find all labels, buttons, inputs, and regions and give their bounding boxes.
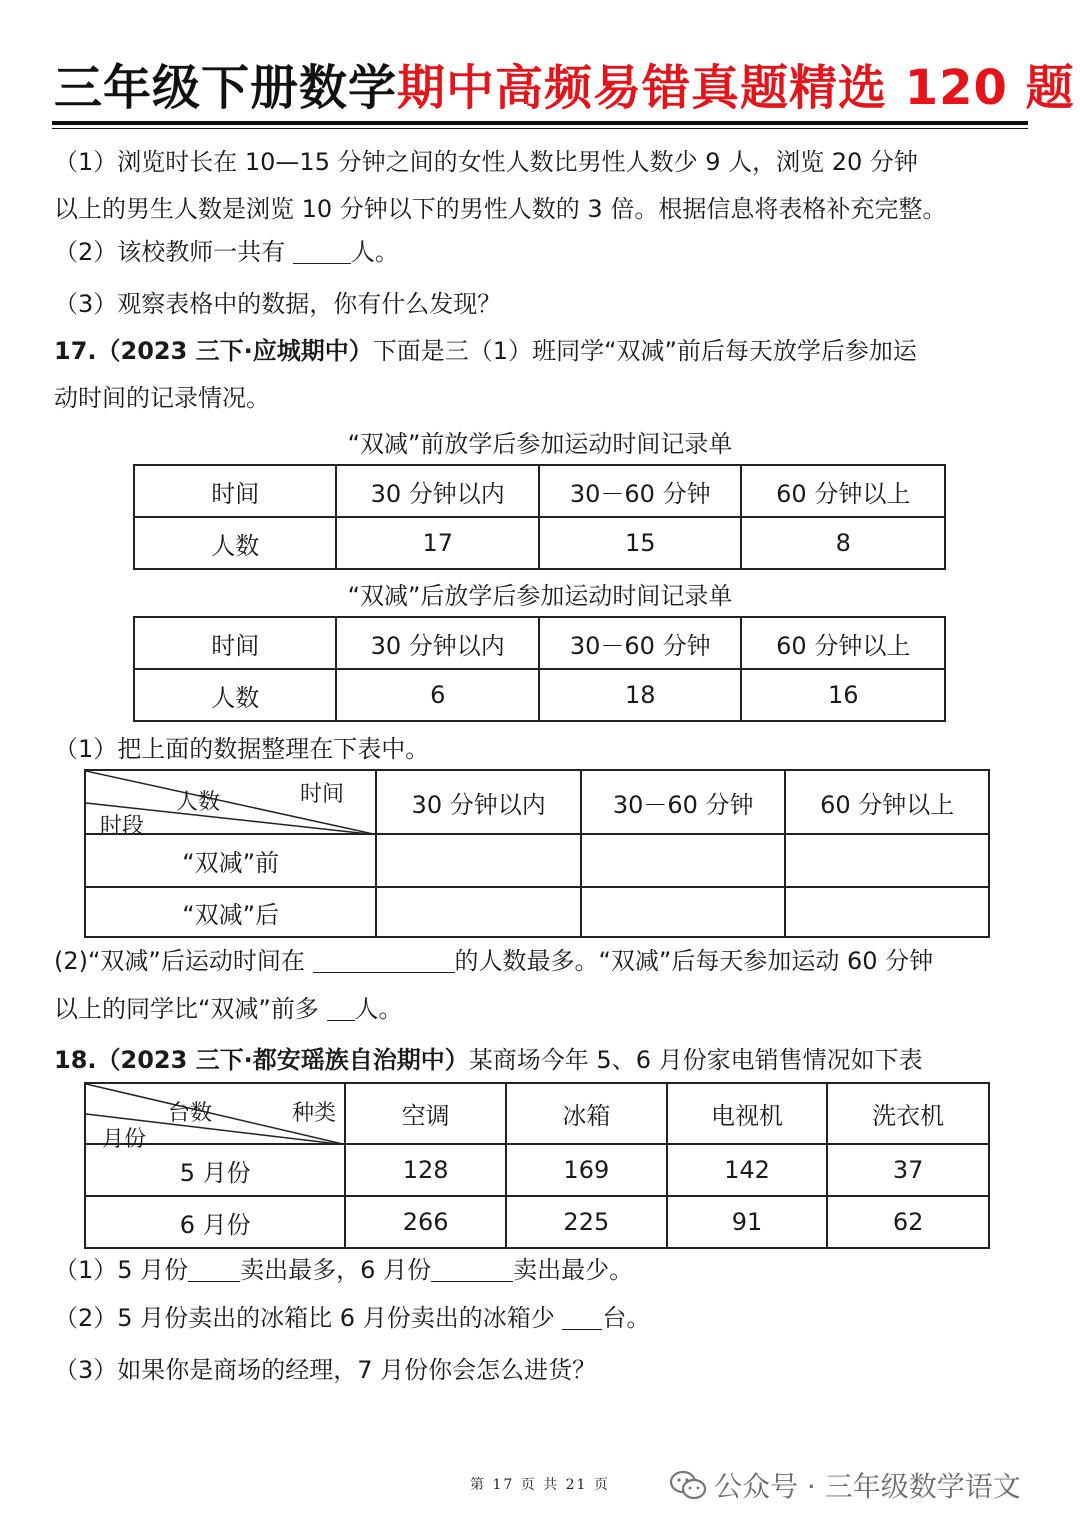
q17-text: 下面是三（1）班同学“双减”前后每天放学后参加运 xyxy=(372,337,917,365)
answer-blank[interactable] xyxy=(313,948,455,973)
q18-number: 18.（2023 三下·都安瑶族自治期中） xyxy=(54,1046,469,1074)
corner-label-bottom: 时段 xyxy=(100,814,145,839)
answer-blank[interactable] xyxy=(293,239,351,264)
q18-part2-unit: 台。 xyxy=(602,1304,651,1332)
table-cell: 6 xyxy=(336,669,539,721)
table-header-cell: 30 分钟以内 xyxy=(336,465,539,517)
table-header-cell: 30－60 分钟 xyxy=(581,770,786,834)
q17-part2-line1 xyxy=(54,945,933,977)
table-cell: 91 xyxy=(667,1196,828,1248)
q17-part2-line2 xyxy=(54,993,403,1025)
table-before-caption: “双减”前放学后参加运动时间记录单 xyxy=(347,430,733,458)
answer-blank[interactable] xyxy=(188,1257,240,1282)
table-row-label: “双减”前 xyxy=(85,834,376,887)
answer-cell[interactable] xyxy=(581,834,786,887)
table-header-cell: 洗衣机 xyxy=(827,1083,989,1144)
q17-part2-text-b: 的人数最多。“双减”后每天参加运动 60 分钟 xyxy=(454,947,934,975)
answer-blank[interactable] xyxy=(562,1305,602,1330)
q18-text: 某商场今年 5、6 月份家电销售情况如下表 xyxy=(468,1046,923,1074)
table-header-cell: 30－60 分钟 xyxy=(539,617,742,669)
answer-blank[interactable] xyxy=(431,1257,513,1282)
sales-table xyxy=(84,1082,990,1249)
diagonal-header-cell xyxy=(85,1083,345,1152)
q17-part2-text: (2)“双减”后运动时间在 xyxy=(54,947,313,975)
table-cell: 142 xyxy=(667,1144,828,1196)
answer-cell[interactable] xyxy=(376,887,581,937)
table-cell: 128 xyxy=(345,1144,506,1196)
wechat-icon xyxy=(668,1468,708,1502)
q17-part1: （1）把上面的数据整理在下表中。 xyxy=(54,735,430,763)
q18-part1 xyxy=(54,1254,633,1286)
table-cell: 18 xyxy=(539,669,742,721)
table-cell: 8 xyxy=(741,517,945,569)
q18-part3: （3）如果你是商场的经理，7 月份你会怎么进货？ xyxy=(54,1356,597,1384)
table-after xyxy=(133,616,946,722)
answer-blank[interactable] xyxy=(327,996,355,1021)
table-header-cell: 60 分钟以上 xyxy=(741,617,945,669)
q16-part3: （3）观察表格中的数据，你有什么发现？ xyxy=(54,290,502,318)
title-rule-thin xyxy=(52,128,1028,129)
table-cell: 266 xyxy=(345,1196,506,1248)
watermark-text: 公众号 · 三年级数学语文 xyxy=(714,1470,1021,1503)
table-row-label: 5 月份 xyxy=(85,1144,345,1196)
answer-cell[interactable] xyxy=(581,887,786,937)
q17-part2-unit: 人。 xyxy=(354,995,403,1023)
q17-part2-line2-text: 以上的同学比“双减”前多 xyxy=(54,995,327,1023)
table-cell: 时间 xyxy=(134,617,336,669)
answer-cell[interactable] xyxy=(785,887,989,937)
table-cell: 17 xyxy=(336,517,539,569)
q17-number: 17.（2023 三下·应城期中） xyxy=(54,337,373,365)
table-cell: 时间 xyxy=(134,465,336,517)
corner-label-top: 种类 xyxy=(292,1101,337,1126)
q16-part1-line1: （1）浏览时长在 10—15 分钟之间的女性人数比男性人数少 9 人，浏览 20 分钟 xyxy=(54,148,918,176)
table-cell: 169 xyxy=(506,1144,667,1196)
table-cell: 15 xyxy=(539,517,742,569)
q18-part2-text: （2）5 月份卖出的冰箱比 6 月份卖出的冰箱少 xyxy=(54,1304,563,1332)
title-rule-thick xyxy=(52,121,1028,125)
table-row-label: “双减”后 xyxy=(85,887,376,937)
title-grade: 三年级下册数学 xyxy=(54,60,398,116)
table-cell: 37 xyxy=(827,1144,989,1196)
q16-part1-line2: 以上的男生人数是浏览 10 分钟以下的男性人数的 3 倍。根据信息将表格补充完整。 xyxy=(54,195,947,223)
table-cell: 225 xyxy=(506,1196,667,1248)
table-header-cell: 空调 xyxy=(345,1083,506,1144)
page-title xyxy=(54,58,1075,118)
table-after-caption: “双减”后放学后参加运动时间记录单 xyxy=(347,582,733,610)
table-row-label: 6 月份 xyxy=(85,1196,345,1248)
q18-part1-text-a: （1）5 月份 xyxy=(54,1256,189,1284)
diagonal-header-cell xyxy=(85,770,376,839)
table-cell: 人数 xyxy=(134,669,336,721)
corner-label-top: 时间 xyxy=(300,782,345,807)
table-header-cell: 60 分钟以上 xyxy=(741,465,945,517)
table-header-cell: 30 分钟以内 xyxy=(376,770,581,834)
summary-table xyxy=(84,769,990,938)
watermark xyxy=(668,1465,1021,1505)
q17-line1 xyxy=(54,335,917,367)
q16-part2-unit: 人。 xyxy=(350,238,399,266)
table-header-cell: 60 分钟以上 xyxy=(785,770,989,834)
table-header-cell: 30－60 分钟 xyxy=(539,465,742,517)
corner-label-mid: 人数 xyxy=(176,790,221,815)
q16-part2-text: （2）该校教师一共有 xyxy=(54,238,293,266)
q18-line1 xyxy=(54,1044,923,1076)
q16-part2 xyxy=(54,236,399,268)
page-number: 第 17 页 共 21 页 xyxy=(470,1477,610,1493)
title-highlight: 期中高频易错真题精选 120 题 xyxy=(397,60,1075,116)
q17-line2: 动时间的记录情况。 xyxy=(54,384,270,412)
q18-part1-text-c: 卖出最少。 xyxy=(513,1256,634,1284)
corner-label-bottom: 月份 xyxy=(102,1127,147,1152)
table-cell: 人数 xyxy=(134,517,336,569)
table-header-cell: 电视机 xyxy=(667,1083,828,1144)
table-header-cell: 30 分钟以内 xyxy=(336,617,539,669)
answer-cell[interactable] xyxy=(376,834,581,887)
table-before xyxy=(133,464,946,570)
q18-part1-text-b: 卖出最多，6 月份 xyxy=(240,1256,432,1284)
q18-part2 xyxy=(54,1302,650,1334)
table-cell: 16 xyxy=(741,669,945,721)
table-cell: 62 xyxy=(827,1196,989,1248)
corner-label-mid: 台数 xyxy=(168,1101,213,1126)
table-header-cell: 冰箱 xyxy=(506,1083,667,1144)
answer-cell[interactable] xyxy=(785,834,989,887)
